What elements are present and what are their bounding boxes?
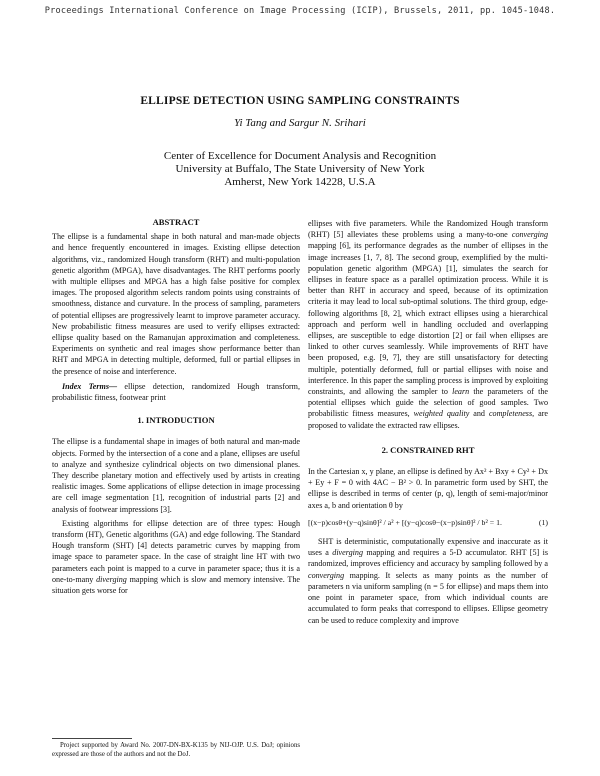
authors: Yi Tang and Sargur N. Srihari: [234, 117, 366, 129]
text-run: weighted quality: [413, 409, 470, 419]
intro-paragraph: [52, 518, 300, 596]
text-run: diverging: [332, 548, 363, 558]
equation-number: (1): [538, 517, 548, 527]
text-run: ellipses with five parameters. While the Randomized Hough transform (RHT) [5] alleviates these problems using a many-to-one: [308, 219, 548, 240]
proceedings-header: Proceedings International Conference on Image Processing (ICIP), Brussels, 2011, pp. 1045-1048.: [44, 6, 556, 16]
intro-paragraph: The ellipse is a fundamental shape in images of both natural and man-made objects. Formed by the intersection of a cone and a plane, ellipses are useful to analyze and synthesize cylindrical objects on two dimensional planes. They describe planetary motion and effectively used by artists in creating realistic images. Some applications of ellipse detection in image processing are cell image segmentation [1], recognition of industrial parts [2] and analysis of footwear impressions [3].: [52, 437, 300, 514]
text-run: diverging: [96, 574, 127, 584]
text-run: mapping which is slow and memory intensive. The situation gets worse for: [52, 574, 300, 596]
affiliation: [0, 150, 600, 189]
text-run: mapping [6], its performance degrades as the number of ellipses in the image increases [1, 7, 8]. The second group, exemplified by the multi-population genetic algorithm (MPGA) [1], simulates the search for ellipses in feature space as a parallel optimization process. While it is better than RHT in accuracy and speed, because of its optimization criteria it may lead to local sub-optimal solutions. The third group, edge-following algorithms [8, 2], which extract ellipses using a hierarchical approach and perform well in handling occluded and overlapping ellipses, are susceptible to edge distortion [2] or fail when ellipses are linked to other curves seamlessly. While improvements of RHT have been proposed, e.g. [9, 7], they are still unsatisfactory for detecting multiple, potentially deformed, full or partial ellipses with noise and interference. In this paper the sampling process is improved by exploiting constraints, and allowing the sampler to: [308, 241, 548, 397]
affiliation-line: Center of Excellence for Document Analysis and Recognition: [163, 150, 437, 162]
footnote: Project supported by Award No. 2007-DN-BX-K135 by NIJ-OJP. U.S. DoJ; opinions expressed are those of the authors and not the DoJ.: [52, 742, 300, 758]
paper-title: ELLIPSE DETECTION USING SAMPLING CONSTRAINTS: [140, 95, 460, 107]
text-run: mapping. It selects as many points as the number of parameters n via uniform sampling (n = 5 for ellipse) and maps them into one point in parameter space, from which individual counts are accumulated to form peaks that correspond to ellipses. Ellipse geometry can be used to reduce complexity and improve: [308, 570, 548, 625]
body-paragraph: [308, 536, 548, 626]
abstract-heading: ABSTRACT: [152, 217, 200, 227]
text-run: learn: [452, 387, 470, 397]
section-heading: 2. CONSTRAINED RHT: [381, 444, 475, 455]
left-column: [52, 217, 300, 596]
right-column: [308, 218, 548, 626]
body-paragraph: In the Cartesian x, y plane, an ellipse is defined by Ax² + Bxy + Cy² + Dx + Ey + F = 0 with 4AC − B² > 0. In parametric form used by SHT, the ellipse is described in terms of center (p, q), length of semi-major/minor axes a, b and orientation θ by: [308, 467, 548, 510]
text-run: converging: [511, 230, 548, 240]
abstract-body: The ellipse is a fundamental shape in both natural and man-made objects and hence frequently encountered in images. Existing ellipse detection algorithms, viz., randomized Hough transform (RHT) and multi-population genetic algorithm (MPGA), have disadvantages. The RHT performs poorly with multiple ellipses and MPGA has a high false positive for complex images. The proposed algorithm selects random points using constraints of smoothness, distance and curvature. In the process of sampling, parameters of potential ellipses are progressively learnt to improve parameter accuracy. New probabilistic fitness measures are used to verify ellipses extracted: ellipse quality based on the Ramanujan approximation and completeness. Experiments on synthetic and real images show performance better than RHT and MPGA in detecting multiple, deformed, full or partial ellipses in the presence of noise and interference.: [52, 232, 300, 376]
text-run: SHT is deterministic, computationally expensive and inaccurate as it uses a: [308, 537, 548, 558]
affiliation-line: University at Buffalo, The State University of New York: [175, 163, 425, 175]
text-run: Existing algorithms for ellipse detection are of three types: Hough transform (HT), Genetic algorithms (GA) and edge following. The Standard Hough transform (SHT) [4] detects parametric curves by mapping from image space to parameter space. In the case of straight line HT with two parameters each point is mapped to a curve in parameter space; thus it is a one-to-many: [52, 518, 300, 584]
text-run: , are proposed to validate the extracted raw ellipses.: [308, 409, 548, 430]
text-run: converging: [308, 570, 345, 580]
intro-heading: 1. INTRODUCTION: [137, 415, 215, 426]
text-run: and: [469, 409, 489, 419]
body-paragraph: [308, 218, 548, 431]
affiliation-line: Amherst, New York 14228, U.S.A: [224, 176, 376, 188]
index-terms-text: ellipse detection, randomized Hough transform, probabilistic fitness, footwear print: [52, 381, 300, 403]
text-run: completeness: [488, 409, 533, 419]
text-run: mapping and requires a 5-D accumulator. RHT [5] is randomized, improves efficiency and accuracy by sampling followed by a: [308, 548, 549, 569]
equation-body: [(x−p)cosθ+(y−q)sinθ]² / a² + [(y−q)cosθ−(x−p)sinθ]² / b² = 1.: [308, 517, 502, 527]
index-terms: [52, 381, 300, 403]
footnote-rule: [52, 738, 132, 739]
text-run: the parameters of the potential ellipses which guide the selection of good samples. Two probabilistic fitness measures,: [308, 387, 548, 419]
index-terms-label: Index Terms—: [62, 381, 118, 391]
equation: [308, 517, 548, 528]
